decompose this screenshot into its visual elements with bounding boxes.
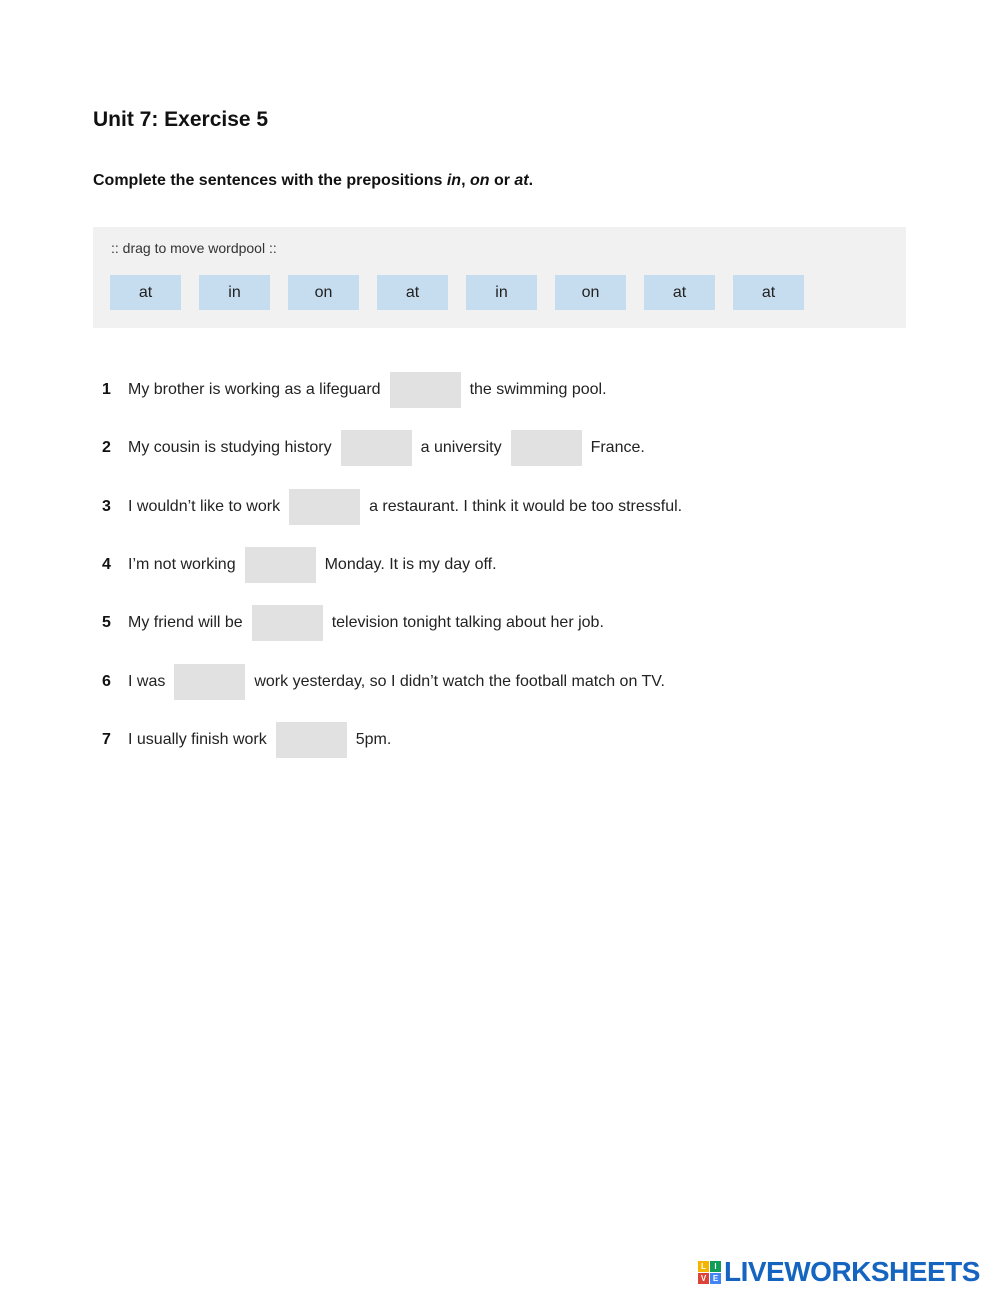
logo-block: V: [698, 1273, 709, 1284]
instructions-word-on: on: [469, 172, 490, 189]
question-number: 6: [102, 673, 111, 690]
question-text: work yesterday, so I didn’t watch the football match on TV.: [254, 673, 665, 690]
question-text: 5pm.: [355, 731, 392, 748]
answer-drop-box[interactable]: [341, 430, 412, 466]
word-chip[interactable]: on: [288, 275, 359, 310]
word-chip[interactable]: at: [377, 275, 448, 310]
answer-drop-box[interactable]: [276, 722, 347, 758]
question-text: France.: [590, 439, 645, 456]
question-1: [93, 372, 607, 408]
instructions-word-in: in: [446, 172, 462, 189]
word-chip[interactable]: in: [199, 275, 270, 310]
answer-drop-box[interactable]: [252, 605, 323, 641]
logo-block: I: [710, 1261, 721, 1272]
logo-icon: [698, 1261, 721, 1284]
word-chip[interactable]: at: [733, 275, 804, 310]
wordpool[interactable]: [93, 227, 906, 328]
question-text: Monday. It is my day off.: [324, 556, 497, 573]
question-text: My friend will be: [128, 614, 243, 631]
wordpool-words: [110, 275, 804, 310]
instructions-separator: ,: [461, 172, 470, 189]
question-number: 2: [102, 439, 111, 456]
question-text: My cousin is studying history: [128, 439, 332, 456]
question-text: I was: [128, 673, 166, 690]
logo-text: LIVEWORKSHEETS: [724, 1256, 980, 1287]
liveworksheets-logo[interactable]: [698, 1256, 980, 1288]
question-number: 4: [102, 556, 111, 573]
logo-block: L: [698, 1261, 709, 1272]
question-text: I usually finish work: [128, 731, 267, 748]
question-text: My brother is working as a lifeguard: [128, 381, 381, 398]
question-text: I wouldn’t like to work: [128, 498, 281, 515]
answer-drop-box[interactable]: [289, 489, 360, 525]
word-chip[interactable]: at: [110, 275, 181, 310]
answer-drop-box[interactable]: [390, 372, 461, 408]
question-5: [93, 605, 604, 641]
question-4: [93, 547, 497, 583]
instructions-separator: or: [489, 172, 515, 189]
question-number: 7: [102, 731, 111, 748]
word-chip[interactable]: on: [555, 275, 626, 310]
answer-drop-box[interactable]: [511, 430, 582, 466]
instructions-text: Complete the sentences with the prepositions: [93, 172, 447, 189]
question-text: a university: [420, 439, 502, 456]
word-chip[interactable]: in: [466, 275, 537, 310]
question-number: 1: [102, 381, 111, 398]
question-6: [93, 664, 665, 700]
question-3: [93, 489, 682, 525]
logo-block: E: [710, 1273, 721, 1284]
question-2: [93, 430, 645, 466]
question-text: the swimming pool.: [469, 381, 607, 398]
word-chip[interactable]: at: [644, 275, 715, 310]
question-text: a restaurant. I think it would be too stressful.: [369, 498, 683, 515]
answer-drop-box[interactable]: [174, 664, 245, 700]
question-number: 3: [102, 498, 111, 515]
wordpool-drag-hint[interactable]: :: drag to move wordpool ::: [111, 240, 277, 256]
page-title: Unit 7: Exercise 5: [93, 108, 269, 131]
question-7: [93, 722, 391, 758]
answer-drop-box[interactable]: [245, 547, 316, 583]
question-number: 5: [102, 614, 111, 631]
question-text: I’m not working: [128, 556, 236, 573]
instructions-period: .: [528, 172, 534, 189]
instructions-word-at: at: [514, 172, 529, 189]
question-text: television tonight talking about her job.: [331, 614, 604, 631]
instructions: [93, 172, 533, 190]
